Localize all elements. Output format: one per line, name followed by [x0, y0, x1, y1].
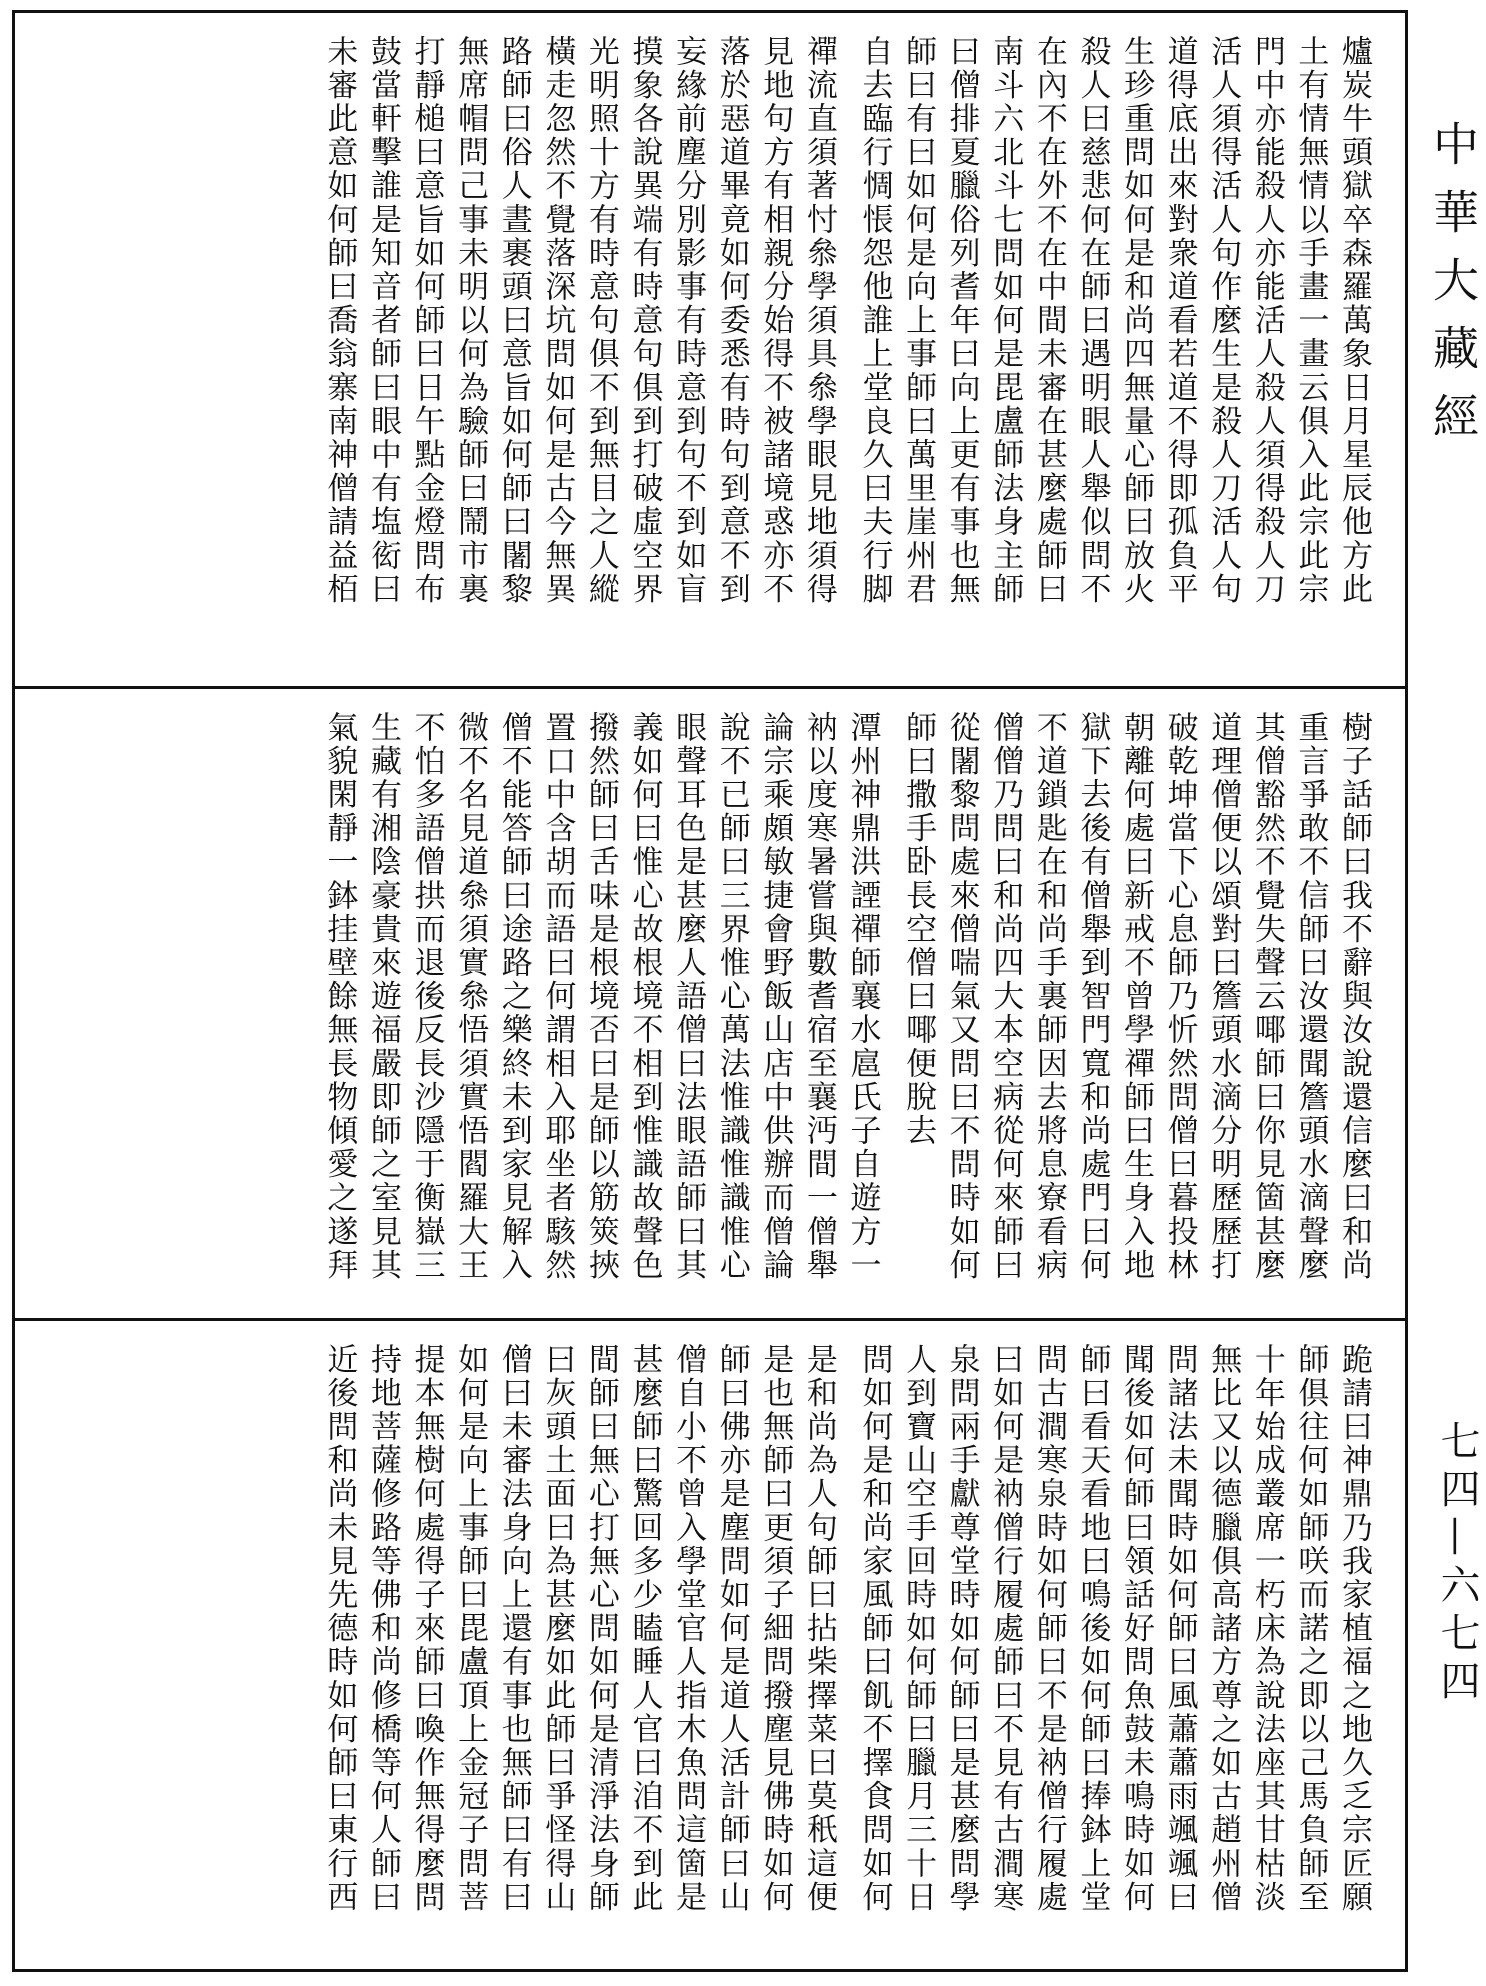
text-column: 光明照十方有時意句俱不到無目之人縱 — [582, 35, 619, 607]
page-number: 七四—六七四 — [1434, 1420, 1480, 1708]
text-column: 僧自小不曾入學堂官人指木魚問這箇是 — [670, 1343, 707, 1915]
text-column: 橫走忽然不覺落深坑問如何是古今無異 — [539, 35, 576, 607]
text-column: 是也無師曰更須子細問撥塵見佛時如何 — [757, 1343, 794, 1915]
text-column: 無席帽問己事未明以何為驗師曰鬧市裏 — [452, 35, 489, 607]
text-column: 獄下去後有僧舉到智門寬和尚處門曰何 — [1074, 711, 1111, 1283]
text-column: 曰僧排夏臘俗列耆年曰向上更有事也無 — [943, 35, 980, 607]
text-column: 說不已師曰三界惟心萬法惟識惟識惟心 — [713, 711, 750, 1283]
text-column: 活人須得活人句作麼生是殺人刀活人句 — [1205, 35, 1242, 607]
text-column: 是和尚為人句師曰拈柴擇菜曰莫秖這便 — [800, 1343, 837, 1915]
text-column: 間師曰無心打無心問如何是清淨法身師 — [582, 1343, 619, 1915]
text-column: 師曰有曰如何是向上事師曰萬里崖州君 — [900, 35, 937, 607]
text-column: 不道鎖匙在和尚手裏師因去將息寮看病 — [1030, 711, 1067, 1283]
text-column: 摸象各說異端有時意句俱到打破虛空界 — [626, 35, 663, 607]
text-column: 爐炭牛頭獄卒森羅萬象日月星辰他方此 — [1336, 35, 1372, 607]
text-column: 衲以度寒暑嘗與數耆宿至襄沔間一僧舉 — [800, 711, 837, 1283]
text-column: 其僧豁然不覺失聲云㖿師曰你見箇甚麼 — [1248, 711, 1285, 1283]
text-column: 無比又以德臘俱高諸方尊之如古趙州僧 — [1205, 1343, 1242, 1915]
text-column: 道理僧便以頌對曰簷頭水滴分明歷歷打 — [1205, 711, 1242, 1283]
text-band-top — [15, 13, 1405, 689]
text-column: 門中亦能殺人亦能活人殺人須得殺人刀 — [1248, 35, 1285, 607]
text-column: 重言爭敢不信師曰汝還聞簷頭水滴聲麼 — [1292, 711, 1329, 1283]
text-column: 十年始成叢席一朽床為說法座其甘枯淡 — [1248, 1343, 1285, 1915]
column-gap — [840, 1343, 852, 1914]
text-column: 置口中含胡而語曰何謂相入耶坐者駭然 — [539, 711, 576, 1283]
text-column: 泉問兩手獻尊堂時如何師曰是甚麼問學 — [943, 1343, 980, 1915]
band-columns — [317, 35, 1375, 606]
text-column: 落於惡道畢竟如何委悉有時句到意不到 — [713, 35, 750, 607]
text-column: 論宗乘頗敏捷會野飯山店中供辦而僧論 — [757, 711, 794, 1283]
text-column: 路師曰俗人晝裹頭曰意旨如何師曰闍黎 — [495, 35, 532, 607]
column-gap — [883, 711, 895, 1282]
text-column: 如何是向上事師曰毘盧頂上金冠子問菩 — [452, 1343, 489, 1915]
text-column: 生藏有湘陰豪貴來遊福嚴即師之室見其 — [364, 711, 401, 1283]
text-column: 鼓當軒擊誰是知音者師曰眼中有塩衒曰 — [364, 35, 401, 607]
text-column: 提本無樹何處得子來師曰喚作無得麼問 — [408, 1343, 445, 1915]
text-band-middle — [15, 689, 1405, 1321]
text-column: 打靜槌曰意旨如何師曰日午點金燈問布 — [408, 35, 445, 607]
text-column: 土有情無情以手畫一畫云俱入此宗此宗 — [1292, 35, 1329, 607]
text-column: 道得底出來對衆道看若道不得即孤負平 — [1161, 35, 1198, 607]
text-column: 樹子話師曰我不辭與汝說還信麼曰和尚 — [1336, 711, 1372, 1283]
text-column: 氣貌閑靜一鉢挂壁餘無長物傾愛之遂拜 — [321, 711, 358, 1283]
text-column: 義如何曰惟心故根境不相到惟識故聲色 — [626, 711, 663, 1283]
text-column: 眼聲耳色是甚麼人語僧曰法眼語師曰其 — [670, 711, 707, 1283]
text-column: 禪流直須著忖叅學須具叅學眼見地須得 — [800, 35, 837, 607]
text-column: 見地句方有相親分始得不被諸境惑亦不 — [757, 35, 794, 607]
text-column: 師曰撒手卧長空僧曰㖿便脫去 — [900, 711, 937, 1148]
text-column: 甚麼師曰驚回多少瞌睡人官曰洎不到此 — [626, 1343, 663, 1915]
page-frame — [12, 10, 1408, 1972]
text-column: 從闍黎問處來僧喘氣又問曰不問時如何 — [943, 711, 980, 1283]
text-column: 僧僧乃問曰和尚四大本空病從何來師曰 — [987, 711, 1024, 1283]
text-column: 問諸法未聞時如何師曰風蕭蕭雨颯颯曰 — [1161, 1343, 1198, 1915]
text-column: 持地菩薩修路等佛和尚修橋等何人師曰 — [364, 1343, 401, 1915]
text-column: 殺人曰慈悲何在師曰遇明眼人舉似問不 — [1074, 35, 1111, 607]
text-column: 聞後如何師曰領話好問魚鼓未鳴時如何 — [1118, 1343, 1155, 1915]
band-columns — [317, 711, 1375, 1282]
text-column: 不怕多語僧拱而退後反長沙隱于衡嶽三 — [408, 711, 445, 1283]
text-column: 破乾坤當下心息師乃忻然問僧曰暮投林 — [1161, 711, 1198, 1283]
text-column: 生珍重問如何是和尚四無量心師曰放火 — [1118, 35, 1155, 607]
text-column: 朝離何處曰新戒不曾學禪師曰生身入地 — [1118, 711, 1155, 1283]
column-gap — [840, 35, 852, 606]
text-column: 妄緣前塵分別影事有時意到句不到如盲 — [670, 35, 707, 607]
text-column: 師曰看天看地曰鳴後如何師曰捧鉢上堂 — [1074, 1343, 1111, 1915]
text-column: 曰如何是衲僧行履處師曰不見有古澗寒 — [987, 1343, 1024, 1915]
text-column: 潭州神鼎洪諲禪師襄水扈氏子自遊方一 — [844, 711, 881, 1283]
collection-title: 中華大藏經 — [1426, 120, 1480, 460]
text-column: 跪請曰神鼎乃我家植福之地久乏宗匠願 — [1336, 1343, 1372, 1915]
text-column: 微不名見道叅須實叅悟須實悟閻羅大王 — [452, 711, 489, 1283]
text-column: 僧曰未審法身向上還有事也無師曰有曰 — [495, 1343, 532, 1915]
text-column: 師俱往何如師咲而諾之即以己馬負師至 — [1292, 1343, 1329, 1915]
text-column: 僧不能答師曰途路之樂終未到家見解入 — [495, 711, 532, 1283]
text-column: 問古澗寒泉時如何師曰不是衲僧行履處 — [1030, 1343, 1067, 1915]
text-column: 未審此意如何師曰喬翁寨南神僧請益栢 — [321, 35, 358, 607]
text-column: 曰灰頭土面曰為甚麼如此師曰爭怪得山 — [539, 1343, 576, 1915]
text-column: 近後問和尚未見先德時如何師曰東行西 — [321, 1343, 358, 1915]
text-column: 師曰佛亦是塵問如何是道人活計師曰山 — [713, 1343, 750, 1915]
band-columns — [317, 1343, 1375, 1914]
text-column: 自去臨行惆悵怨他誰上堂良久曰夫行脚 — [856, 35, 893, 607]
text-column: 南斗六北斗七問如何是毘盧師法身主師 — [987, 35, 1024, 607]
text-column: 在內不在外不在中間未審在甚麼處師曰 — [1030, 35, 1067, 607]
text-column: 人到寶山空手回時如何師曰臘月三十日 — [900, 1343, 937, 1915]
text-column: 問如何是和尚家風師曰飢不擇食問如何 — [856, 1343, 893, 1915]
text-band-bottom — [15, 1321, 1405, 1969]
text-column: 撥然師曰舌味是根境否曰是師以筋筴挾 — [582, 711, 619, 1283]
